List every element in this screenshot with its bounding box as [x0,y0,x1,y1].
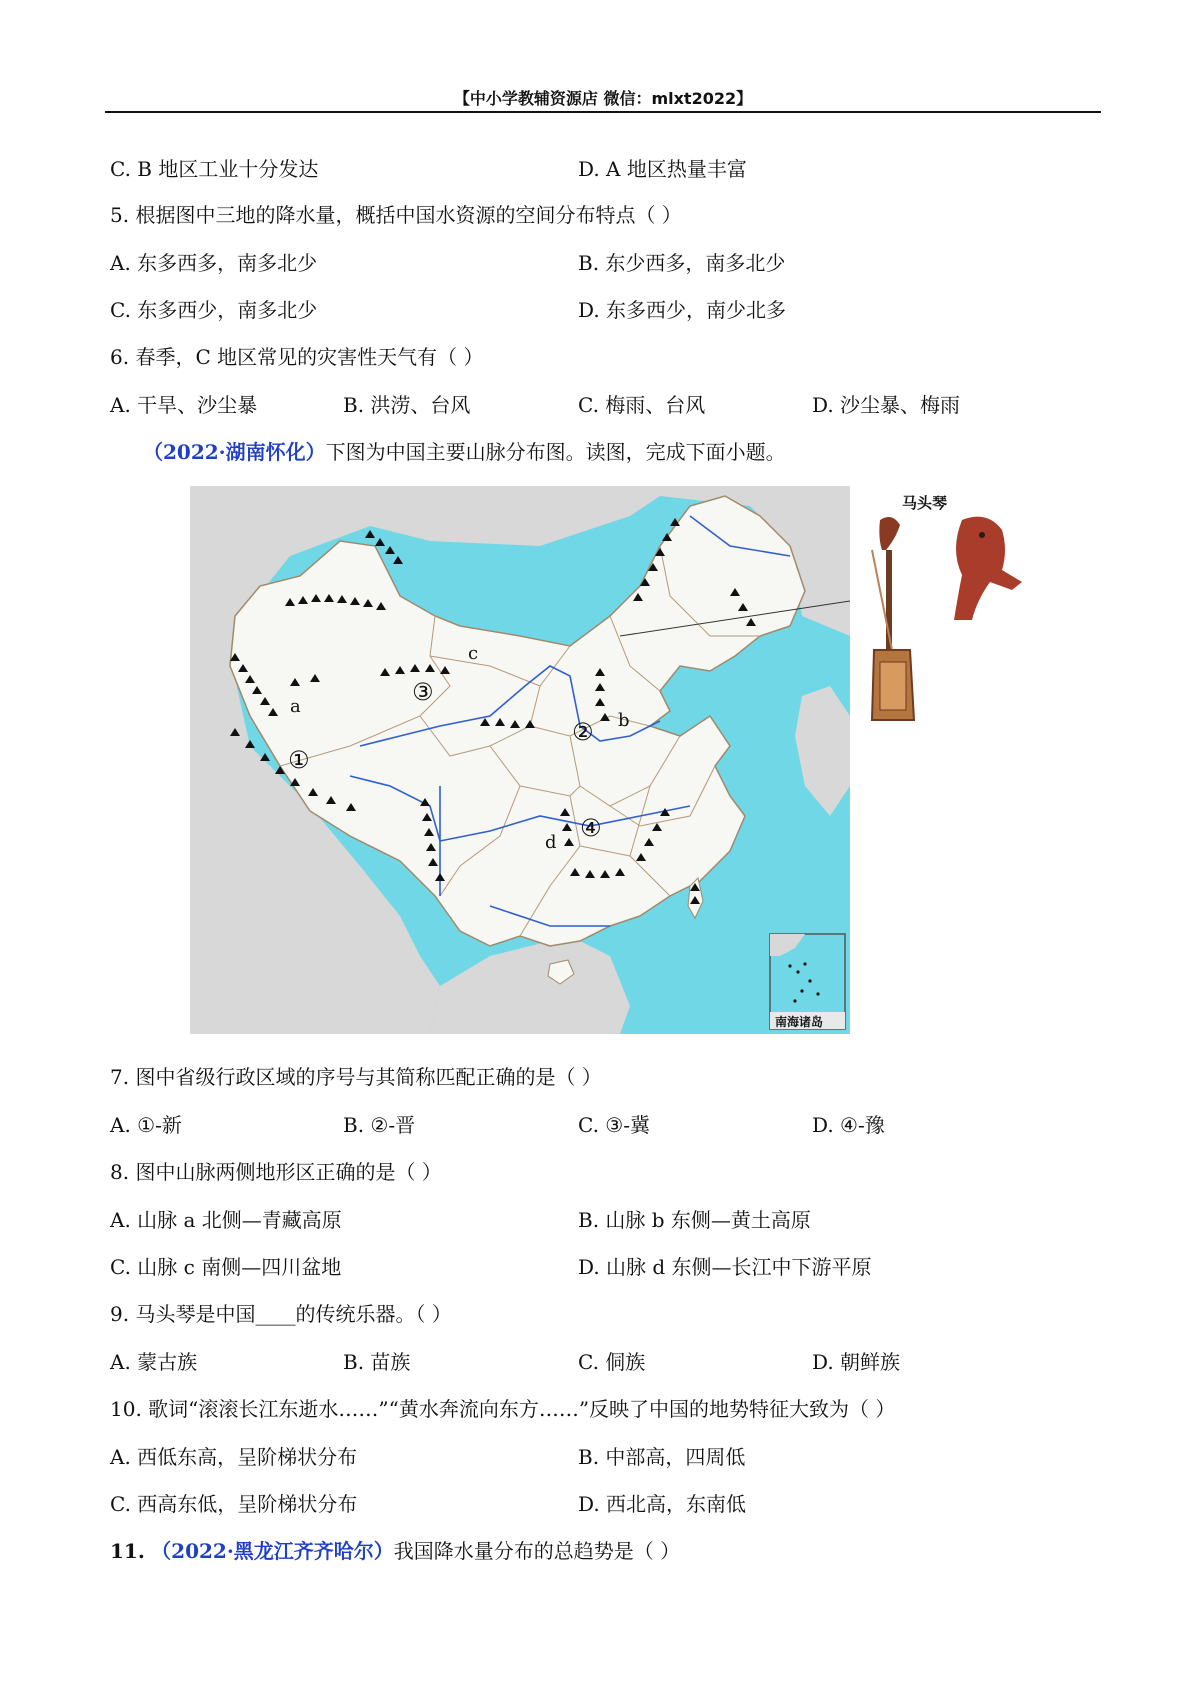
label-b: b [618,710,630,731]
q6-stem: 6. 春季，C 地区常见的灾害性天气有（ ） [110,345,484,369]
q6-option-d: D. 沙尘暴、梅雨 [812,393,961,417]
instrument-label: 马头琴 [902,494,948,512]
label-n4: ④ [580,814,602,842]
q8-option-a: A. 山脉 a 北侧—青藏高原 [110,1208,342,1232]
q7-option-b: B. ②-晋 [343,1113,416,1137]
q10-stem: 10. 歌词“滚滚长江东逝水……”“黄水奔流向东方……”反映了中国的地势特征大致为（ ） [110,1397,896,1421]
q7-option-c: C. ③-冀 [578,1113,650,1137]
q7-option-d: D. ④-豫 [812,1113,885,1137]
q7-option-a: A. ①-新 [110,1113,182,1137]
q10-option-d: D. 西北高，东南低 [578,1492,747,1516]
q6-option-b: B. 洪涝、台风 [343,393,471,417]
label-a: a [290,696,301,717]
q10-option-a: A. 西低东高，呈阶梯状分布 [110,1445,358,1469]
south-china-sea-inset [770,934,845,1029]
q10-option-c: C. 西高东低，呈阶梯状分布 [110,1492,358,1516]
q5-stem: 5. 根据图中三地的降水量，概括中国水资源的空间分布特点（ ） [110,203,682,227]
q11-source: （2022·黑龙江齐齐哈尔） [151,1539,394,1563]
china-mountain-map [190,486,850,1034]
q5-option-c: C. 东多西少，南多北少 [110,298,318,322]
q6-option-a: A. 干旱、沙尘暴 [110,393,258,417]
q8-option-b: B. 山脉 b 东侧—黄土高原 [578,1208,811,1232]
q9-option-c: C. 侗族 [578,1350,646,1374]
q8-option-d: D. 山脉 d 东侧—长江中下游平原 [578,1255,872,1279]
inset-label: 南海诸岛 [775,1015,824,1029]
instrument-svg [862,490,1027,760]
q11-number: 11. [110,1539,145,1563]
q5-option-b: B. 东少西多，南多北少 [578,251,786,275]
label-d: d [545,832,557,853]
label-c: c [468,643,479,664]
q4-option-d: D. A 地区热量丰富 [578,157,747,181]
q6-option-c: C. 梅雨、台风 [578,393,706,417]
q7-stem: 7. 图中省级行政区域的序号与其简称匹配正确的是（ ） [110,1065,602,1089]
q11-stem [110,1537,680,1565]
page-header: 【中小学教辅资源店 微信：mlxt2022】 [453,89,753,108]
label-n2: ② [572,718,594,746]
q4-option-c: C. B 地区工业十分发达 [110,157,319,181]
label-n1: ① [288,746,310,774]
group-intro [143,438,786,466]
q11-text: 我国降水量分布的总趋势是（ ） [393,1539,681,1563]
morin-khuur-figure [862,490,1027,760]
q9-option-a: A. 蒙古族 [110,1350,198,1374]
q5-option-a: A. 东多西多，南多北少 [110,251,318,275]
q8-stem: 8. 图中山脉两侧地形区正确的是（ ） [110,1160,442,1184]
label-n3: ③ [412,678,434,706]
map-svg [190,486,850,1034]
header-rule [105,111,1101,113]
intro-source: （2022·湖南怀化） [143,440,326,464]
q9-option-d: D. 朝鲜族 [812,1350,901,1374]
q5-option-d: D. 东多西少，南少北多 [578,298,787,322]
q10-option-b: B. 中部高，四周低 [578,1445,746,1469]
q8-option-c: C. 山脉 c 南侧—四川盆地 [110,1255,342,1279]
q9-stem: 9. 马头琴是中国____的传统乐器。（ ） [110,1302,452,1326]
q9-option-b: B. 苗族 [343,1350,411,1374]
intro-text: 下图为中国主要山脉分布图。读图，完成下面小题。 [325,440,786,464]
